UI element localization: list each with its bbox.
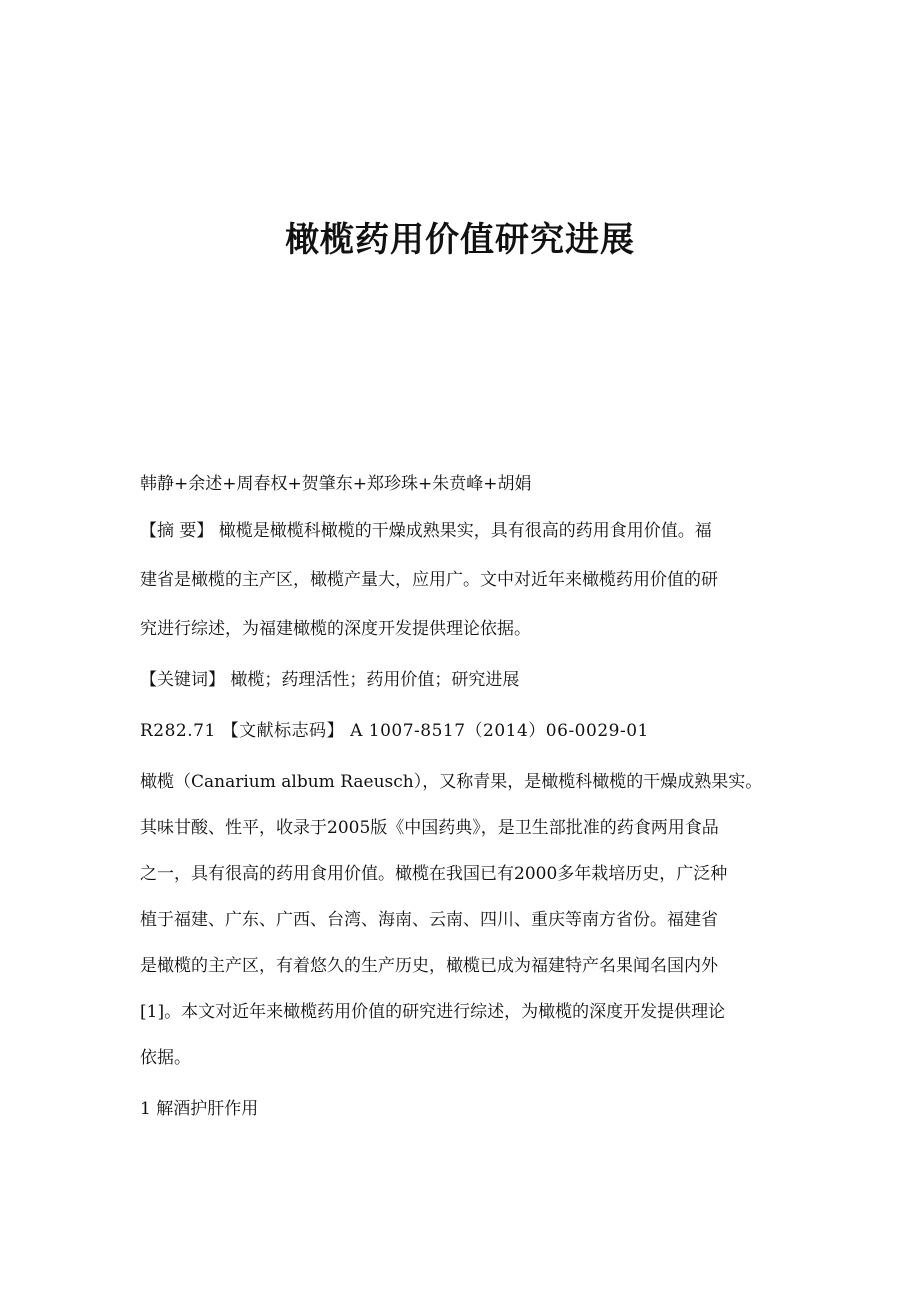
classification-line: R282.71 【文献标志码】 A 1007-8517（2014）06-0029-01 — [140, 721, 649, 741]
body-paragraph — [140, 768, 780, 1072]
keywords-line: 【关键词】 橄榄；药理活性；药用价值；研究进展 — [140, 670, 520, 690]
body-line: 之一，具有很高的药用食用价值。橄榄在我国已有2000多年栽培历史，广泛种 — [140, 864, 728, 884]
authors-line: 韩静+余述+周春权+贺肇东+郑珍珠+朱贲峰+胡娟 — [140, 474, 532, 494]
body-line: 是橄榄的主产区，有着悠久的生产历史，橄榄已成为福建特产名果闻名国内外 — [140, 956, 718, 976]
paper-content — [140, 470, 780, 1123]
body-line: [1]。本文对近年来橄榄药用价值的研究进行综述，为橄榄的深度开发提供理论 — [140, 1002, 726, 1022]
abstract — [140, 517, 780, 643]
section-heading: 1 解酒护肝作用 — [140, 1099, 259, 1119]
paper-title: 橄榄药用价值研究进展 — [285, 220, 635, 260]
body-line: 植于福建、广东、广西、台湾、海南、云南、四川、重庆等南方省份。福建省 — [140, 910, 718, 930]
body-line: 依据。 — [140, 1048, 191, 1068]
body-line: 其味甘酸、性平，收录于2005版《中国药典》，是卫生部批准的药食两用食品 — [140, 818, 719, 838]
body-line: 橄榄（Canarium album Raeusch），又称青果，是橄榄科橄榄的干燥成熟果实。 — [140, 772, 763, 792]
abstract-line: 究进行综述，为福建橄榄的深度开发提供理论依据。 — [140, 619, 531, 639]
abstract-line: 【摘 要】 橄榄是橄榄科橄榄的干燥成熟果实，具有很高的药用食用价值。福 — [140, 521, 712, 541]
abstract-line: 建省是橄榄的主产区，橄榄产量大，应用广。文中对近年来橄榄药用价值的研 — [140, 570, 718, 590]
